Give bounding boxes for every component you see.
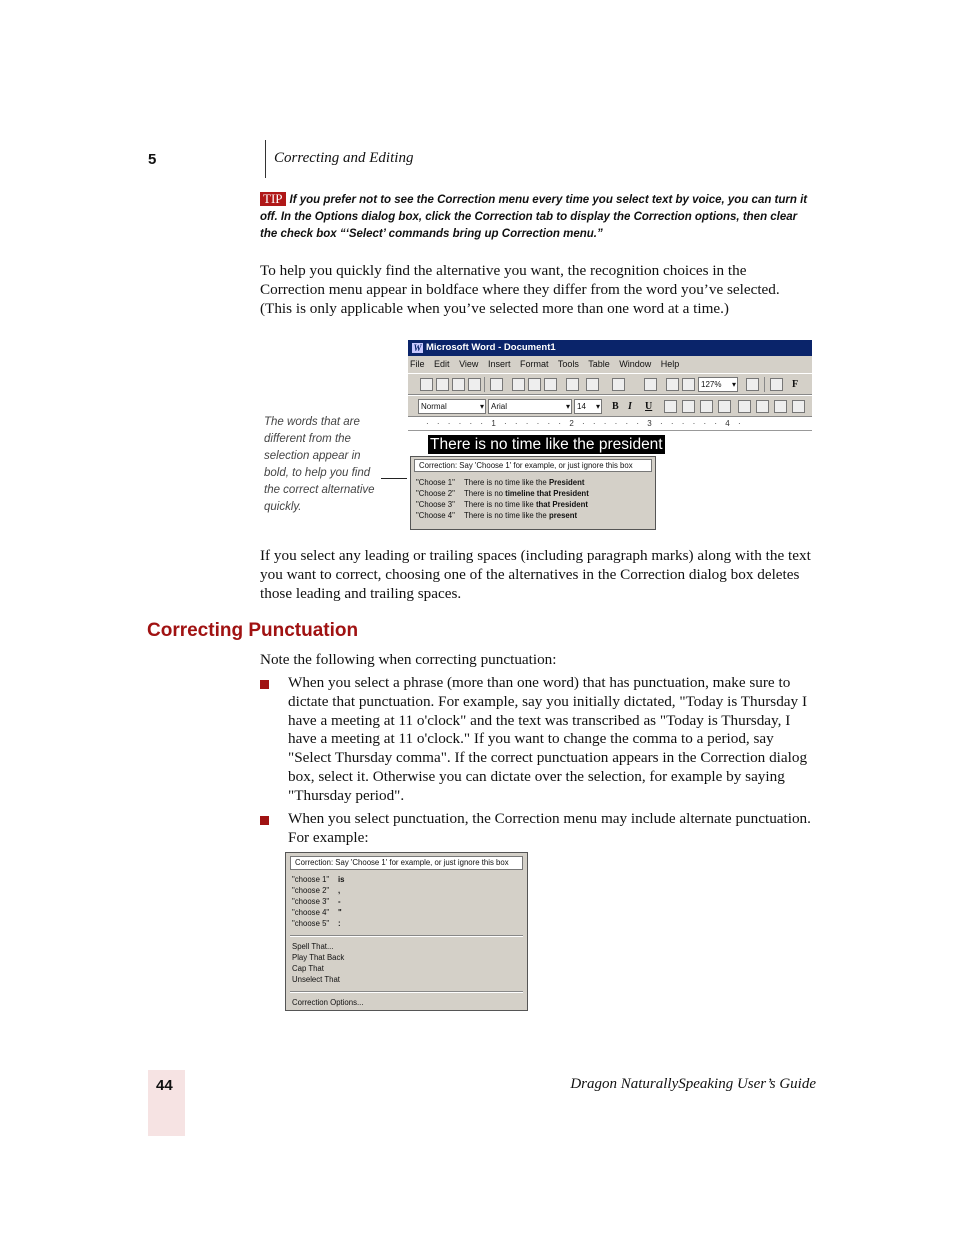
menu-insert[interactable]: Insert xyxy=(487,359,511,369)
punctuation-choice-5[interactable]: "choose 5" : xyxy=(292,919,341,928)
page-number: 44 xyxy=(156,1077,173,1094)
menu-tools[interactable]: Tools xyxy=(557,359,579,369)
caption-leader-line xyxy=(381,478,407,479)
redo-icon[interactable] xyxy=(612,378,625,391)
font-select[interactable]: Arial ▾ xyxy=(488,399,572,414)
paragraph-mark-icon[interactable] xyxy=(682,378,695,391)
paragraph-punctuation-intro: Note the following when correcting punctuation: xyxy=(260,651,557,668)
correction-choice-4[interactable]: "Choose 4" There is no time like the present xyxy=(416,511,578,520)
punctuation-choice-3[interactable]: "choose 3" - xyxy=(292,897,341,906)
standard-toolbar xyxy=(408,373,812,395)
unselect-that-command[interactable]: Unselect That xyxy=(292,975,340,984)
word-menu-bar xyxy=(408,356,812,373)
paragraph-leading-spaces: If you select any leading or trailing spaces (including paragraph marks) along with the text you want to correct, choosing one of the alternatives in the Correction dialog box deletes those leading and trailing spaces. xyxy=(260,547,811,602)
paste-icon[interactable] xyxy=(544,378,557,391)
correction-prompt[interactable]: Correction: Say 'Choose 1' for example, or just ignore this box xyxy=(290,856,523,870)
bullet-text: When you select punctuation, the Correction menu may include alternate punctuation. For example: xyxy=(288,810,811,846)
bullet-square-icon xyxy=(260,816,269,825)
dialog-divider xyxy=(290,991,523,993)
punctuation-choice-1[interactable]: "choose 1" is xyxy=(292,875,345,884)
copy-icon[interactable] xyxy=(528,378,541,391)
section-heading: Correcting Punctuation xyxy=(147,620,359,641)
zoom-select[interactable]: 127% ▾ xyxy=(698,377,738,392)
toolbar-separator xyxy=(764,377,765,392)
correction-choice-2[interactable]: "Choose 2" There is no timeline that President xyxy=(416,489,589,498)
align-center-icon[interactable] xyxy=(682,400,695,413)
menu-edit[interactable]: Edit xyxy=(434,359,450,369)
drawing-icon[interactable] xyxy=(666,378,679,391)
menu-table[interactable]: Table xyxy=(588,359,610,369)
style-select[interactable]: Normal ▾ xyxy=(418,399,486,414)
dialog-divider xyxy=(290,935,523,937)
figure-caption: The words that are different from the selection appear in bold, to help you find the correct alternative quickly. xyxy=(264,416,375,513)
decrease-indent-icon[interactable] xyxy=(774,400,787,413)
formatting-toolbar xyxy=(408,395,812,417)
spelling-icon[interactable] xyxy=(566,378,579,391)
correction-menu xyxy=(410,456,656,530)
save-icon[interactable] xyxy=(452,378,465,391)
correction-choice-3[interactable]: "Choose 3" There is no time like that President xyxy=(416,500,588,509)
bold-button[interactable]: B xyxy=(612,401,619,412)
email-icon[interactable] xyxy=(468,378,481,391)
numbering-icon[interactable] xyxy=(738,400,751,413)
justify-icon[interactable] xyxy=(718,400,731,413)
list-item xyxy=(260,810,815,850)
play-that-back-command[interactable]: Play That Back xyxy=(292,953,345,962)
cut-icon[interactable] xyxy=(512,378,525,391)
table-icon[interactable] xyxy=(644,378,657,391)
correction-options-command[interactable]: Correction Options... xyxy=(292,998,364,1007)
window-title: Microsoft Word - Document1 xyxy=(426,342,556,353)
punctuation-choice-4[interactable]: "choose 4" " xyxy=(292,908,342,917)
underline-button[interactable]: U xyxy=(645,401,653,412)
punctuation-choice-2[interactable]: "choose 2" , xyxy=(292,886,341,895)
tip-badge: TIP xyxy=(260,192,286,206)
font-color-f-label[interactable]: F xyxy=(792,379,799,390)
selected-text: There is no time like the president xyxy=(430,436,663,453)
size-select[interactable]: 14 ▾ xyxy=(574,399,602,414)
tip-note xyxy=(260,192,812,243)
word-screenshot xyxy=(408,340,812,530)
bullet-text: When you select a phrase (more than one word) that has punctuation, make sure to dictate that punctuation. For example, say you initially dictated, "Today is Thursday I have a meeting at 11 o'clock" and the text was transcribed as "Today is Thursday, I have a meeting at 11 o'clock." If you want to change the comma to a period, say "Select Thursday comma". If the correct punctuation appears in the Correction dialog box, select it. Otherwise you can dictate over the selection, for example by saying "Thursday period". xyxy=(288,674,808,804)
punctuation-correction-dialog xyxy=(285,852,528,1011)
correction-choice-1[interactable]: "Choose 1" There is no time like the President xyxy=(416,478,585,487)
list-item xyxy=(260,674,815,804)
toolbar-separator xyxy=(484,377,485,392)
tip-text: If you prefer not to see the Correction menu every time you select text by voice, you can turn it off. In the Options dialog box, click the Correction tab to display the Correction options, then clear the check box “‘Select’ commands bring up Correction menu.” xyxy=(260,194,808,240)
format-painter-icon[interactable] xyxy=(770,378,783,391)
cap-that-command[interactable]: Cap That xyxy=(292,964,324,973)
menu-file[interactable]: File xyxy=(410,359,425,369)
print-icon[interactable] xyxy=(490,378,503,391)
spell-that-command[interactable]: Spell That... xyxy=(292,942,334,951)
correction-prompt[interactable]: Correction: Say 'Choose 1' for example, or just ignore this box xyxy=(414,459,652,472)
chapter-number: 5 xyxy=(148,151,157,168)
menu-format[interactable]: Format xyxy=(519,359,549,369)
bullet-square-icon xyxy=(260,680,269,689)
menu-help[interactable]: Help xyxy=(660,359,680,369)
help-icon[interactable] xyxy=(746,378,759,391)
paragraph-boldface-choices: To help you quickly find the alternative you want, the recognition choices in the Correction menu appear in boldface where they differ from the word you’ve selected. (This is only applicable when you’ve selected more than one word at a time.) xyxy=(260,262,780,317)
increase-indent-icon[interactable] xyxy=(792,400,805,413)
chapter-title: Correcting and Editing xyxy=(274,150,414,166)
ruler: · · · · · · 1 · · · · · · 2 · · · · · · 3 · · · · · · 4 · xyxy=(408,417,812,431)
align-left-icon[interactable] xyxy=(664,400,677,413)
align-right-icon[interactable] xyxy=(700,400,713,413)
menu-view[interactable]: View xyxy=(459,359,479,369)
menu-window[interactable]: Window xyxy=(619,359,652,369)
bullets-icon[interactable] xyxy=(756,400,769,413)
book-title: Dragon NaturallySpeaking User’s Guide xyxy=(570,1076,816,1092)
undo-icon[interactable] xyxy=(586,378,599,391)
italic-button[interactable]: I xyxy=(628,401,632,412)
word-title-bar xyxy=(408,340,812,356)
header-divider xyxy=(265,140,266,178)
word-logo-icon: W xyxy=(413,343,422,353)
new-document-icon[interactable] xyxy=(420,378,433,391)
open-folder-icon[interactable] xyxy=(436,378,449,391)
